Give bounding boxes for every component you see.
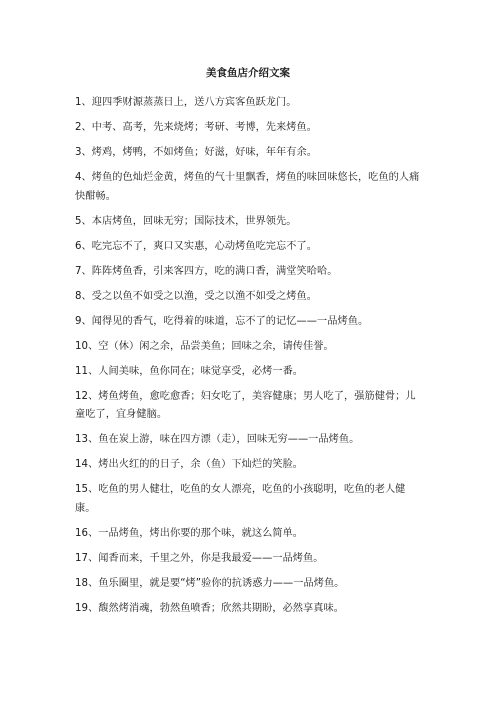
list-item: 11、人间美味，鱼你同在；味觉享受，必烤一番。 [75, 365, 304, 377]
list-item: 8、受之以鱼不如受之以渔，受之以渔不如受之烤鱼。 [75, 290, 317, 302]
list-item: 18、鱼乐圈里，就是要“烤”验你的抗诱惑力——一品烤鱼。 [75, 577, 345, 589]
list-item: 6、吃完忘不了，爽口又实惠，心动烤鱼吃完忘不了。 [75, 240, 317, 252]
page-title: 美食鱼店介绍文案 [206, 67, 290, 79]
list-item: 19、馥然烤消魂，勃然鱼喷香；欣然共期盼，必然享真味。 [75, 602, 344, 614]
list-item: 14、烤出火红的的日子，余（鱼）下灿烂的笑脸。 [75, 459, 304, 470]
slogan-list [75, 94, 420, 625]
list-item: 13、鱼在炭上游，味在四方漂（走），回味无穷——一品烤鱼。 [75, 434, 360, 445]
list-item: 12、烤鱼烤鱼，愈吃愈香；妇女吃了，美容健康；男人吃了，强筋健骨；儿童吃了，宜身健脑。 [75, 390, 416, 420]
list-item: 2、中考、高考，先来烧烤；考研、考博，先来烤鱼。 [75, 122, 317, 133]
list-item: 17、闻香而来，千里之外，你是我最爱——一品烤鱼。 [75, 552, 324, 564]
list-item: 16、一品烤鱼，烤出你要的那个味，就这么简单。 [75, 527, 304, 539]
list-item: 4、烤鱼的色灿烂金黄，烤鱼的气十里飘香，烤鱼的味回味悠长，吃鱼的人痛快酣畅。 [75, 172, 420, 202]
list-item: 1、迎四季财源蒸蒸日上，送八方宾客鱼跃龙门。 [75, 97, 297, 108]
list-item: 9、闻得见的香气，吃得着的味道，忘不了的记忆——一品烤鱼。 [75, 315, 369, 327]
list-item: 15、吃鱼的男人健壮，吃鱼的女人漂亮，吃鱼的小孩聪明，吃鱼的老人健康。 [75, 484, 406, 514]
list-item: 5、本店烤鱼，回味无穷；国际技术，世界领先。 [75, 215, 297, 227]
list-item: 3、烤鸡，烤鸭，不如烤鱼；好滋，好味，年年有余。 [75, 147, 317, 158]
list-item: 10、空（休）闲之余，品尝美鱼；回味之余，请传佳誉。 [75, 340, 334, 352]
list-item: 7、阵阵烤鱼香，引来客四方，吃的满口香，满堂笑哈哈。 [75, 265, 338, 277]
